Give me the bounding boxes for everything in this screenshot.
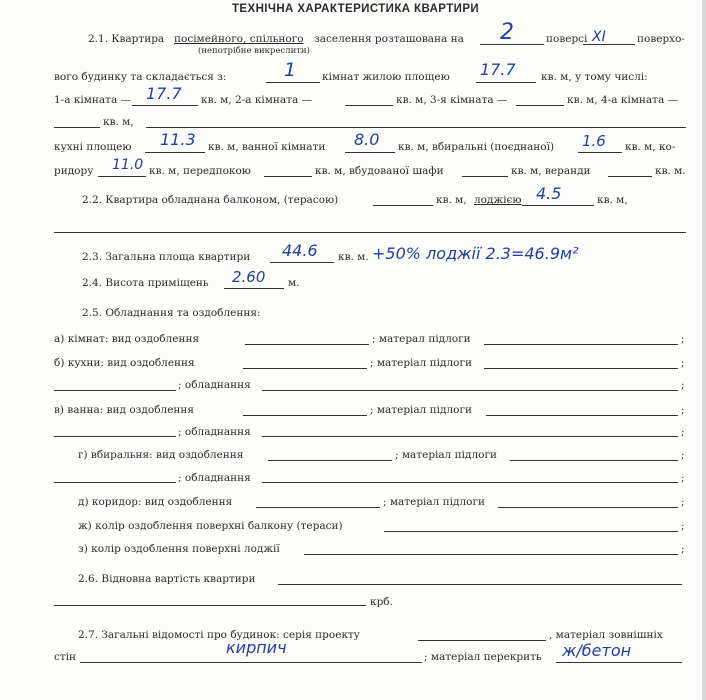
- toilet-equipment-field-b[interactable]: [262, 482, 678, 483]
- ceilings-material-field[interactable]: [556, 662, 682, 663]
- s21-text: кв. м, вбиральні (поєднаної): [398, 141, 555, 153]
- s23-label: 2.3. Загальна площа квартири: [82, 251, 251, 263]
- corridor-floor-field[interactable]: [498, 507, 678, 508]
- semicolon: ;: [681, 333, 685, 345]
- s21-text: кв. м, веранди: [511, 165, 591, 177]
- page-title: ТЕХНІЧНА ХАРАКТЕРИСТИКА КВАРТИРИ: [232, 3, 480, 15]
- toilet-value: 1.6: [582, 132, 606, 150]
- living-area-value: 17.7: [480, 60, 516, 79]
- s21-text: кв. м, 2-а кімната —: [201, 94, 313, 106]
- s22-label: 2.2. Квартира обладнана балконом, (терасою): [82, 194, 339, 206]
- bath-finish-field[interactable]: [243, 415, 367, 416]
- s21-text: поверхо-: [637, 33, 685, 45]
- s27-label: 2.7. Загальні відомості про будинок: серія проекту: [78, 629, 360, 641]
- s21-text: кв. м,: [103, 116, 134, 128]
- toilet-floor-field[interactable]: [510, 460, 678, 461]
- s21-text: вого будинку та складається з:: [54, 71, 227, 83]
- semicolon: ;: [681, 449, 685, 461]
- s25-b-floor-label: ; матеріал підлоги: [370, 357, 472, 369]
- room4-field[interactable]: [54, 127, 100, 128]
- semicolon: ;: [681, 520, 685, 532]
- semicolon: ;: [681, 426, 685, 438]
- living-area-field[interactable]: [476, 82, 536, 83]
- s21-type-options: посімейного, спільного: [174, 33, 304, 45]
- s25-g-equipment-label: ; обладнання: [178, 472, 251, 484]
- loggia-color-field[interactable]: [304, 554, 678, 555]
- s21-text: кв. м, ко-: [625, 141, 676, 153]
- s27-walls-text: стін: [54, 651, 77, 663]
- floor-label: поверсі: [546, 33, 588, 45]
- floors-total-field[interactable]: [583, 44, 635, 45]
- ceilings-material-value: ж/бетон: [562, 641, 632, 660]
- project-series-field[interactable]: [418, 640, 546, 641]
- bath-floor-field[interactable]: [486, 415, 678, 416]
- wardrobe-field[interactable]: [462, 176, 508, 177]
- s25-g-label: г) вбиральня: вид оздоблення: [78, 449, 244, 461]
- corridor-field[interactable]: [98, 176, 146, 177]
- s25-z-label: з) колір оздоблення поверхні лоджії: [78, 543, 280, 555]
- s21-text: кв. м.: [655, 165, 686, 177]
- s27-walls-label: , матеріал зовнішніх: [549, 629, 663, 641]
- s21-text: кв. м, передпокою: [149, 165, 251, 177]
- bath-equipment-field-a[interactable]: [54, 436, 176, 437]
- walls-material-field[interactable]: [80, 662, 422, 663]
- kitchen-finish-field[interactable]: [243, 368, 367, 369]
- total-area-note: +50% лоджії 2.3=46.9м²: [372, 244, 579, 263]
- s25-b-label: б) кухни: вид оздоблення: [54, 357, 195, 369]
- s22-text: кв. м,: [597, 194, 628, 206]
- s21-text: ридору: [54, 165, 94, 177]
- s27-ceilings-label: ; матеріал перекрить: [424, 651, 542, 663]
- room2-field[interactable]: [345, 105, 393, 106]
- s26-label: 2.6. Відновна вартість квартири: [78, 573, 256, 585]
- kitchen-value: 11.3: [160, 130, 196, 149]
- toilet-finish-field[interactable]: [268, 460, 392, 461]
- s21-text: кв. м, у тому числі:: [541, 71, 648, 83]
- rooms-finish-field[interactable]: [245, 344, 369, 345]
- semicolon: ;: [681, 496, 685, 508]
- room1-value: 17.7: [146, 84, 182, 103]
- rooms-count-value: 1: [284, 59, 297, 81]
- restoration-cost-field-a[interactable]: [278, 584, 682, 585]
- s26-currency: крб.: [370, 596, 393, 608]
- semicolon: ;: [681, 543, 685, 555]
- s22-text: кв. м,: [436, 194, 467, 206]
- s21-text: кв. м, 4-а кімната —: [567, 94, 679, 106]
- strike-note: (непотрібне викреслити): [198, 46, 310, 56]
- height-field[interactable]: [224, 288, 284, 289]
- balcony-field[interactable]: [373, 205, 433, 206]
- s25-g-floor-label: ; матеріал підлоги: [395, 449, 497, 461]
- s25-a-label: а) кімнат: вид оздоблення: [54, 333, 200, 345]
- toilet-equipment-field-a[interactable]: [54, 482, 176, 483]
- walls-material-value: кирпич: [226, 638, 287, 657]
- s25-d-label: д) коридор: вид оздоблення: [78, 496, 233, 508]
- room3-field[interactable]: [516, 105, 564, 106]
- s24-text: м.: [288, 277, 300, 289]
- veranda-field[interactable]: [608, 176, 652, 177]
- semicolon: ;: [681, 357, 685, 369]
- s21-text: кв. м, вбудованої шафи: [315, 165, 444, 177]
- s21-label: 2.1. Квартира: [88, 33, 165, 45]
- s21-text: кухні площею: [54, 141, 132, 153]
- extra-field[interactable]: [146, 127, 686, 128]
- s21-text: кв. м, ванної кімнати: [208, 141, 326, 153]
- page-edge-shadow: [702, 0, 706, 700]
- loggia-value: 4.5: [536, 184, 562, 203]
- semicolon: ;: [681, 379, 685, 391]
- kitchen-field[interactable]: [145, 152, 205, 153]
- floors-total-value: XI: [592, 29, 606, 45]
- kitchen-floor-field[interactable]: [484, 368, 678, 369]
- hallway-field[interactable]: [264, 176, 312, 177]
- room1-field[interactable]: [132, 105, 198, 106]
- loggia-field[interactable]: [522, 205, 594, 206]
- bathroom-value: 8.0: [354, 130, 380, 149]
- corridor-value: 11.0: [112, 157, 144, 173]
- balcony-color-field[interactable]: [384, 531, 678, 532]
- rooms-floor-field[interactable]: [484, 344, 678, 345]
- s25-heading: 2.5. Обладнання та оздоблення:: [82, 307, 261, 319]
- s24-label: 2.4. Висота приміщень: [82, 277, 209, 289]
- s25-d-floor-label: ; матеріал підлоги: [383, 496, 485, 508]
- bath-equipment-field-b[interactable]: [262, 436, 678, 437]
- s21-text: заселення розташована на: [314, 33, 464, 45]
- s25-b-equipment-label: ; обладнання: [178, 379, 251, 391]
- bathroom-field[interactable]: [345, 152, 395, 153]
- corridor-finish-field[interactable]: [256, 507, 380, 508]
- s21-text: кімнат жилою площею: [322, 71, 450, 83]
- semicolon: ;: [681, 472, 685, 484]
- floor-value: 2: [500, 20, 514, 45]
- s25-a-floor-label: ; матерал підлоги: [372, 333, 471, 345]
- s25-v-label: в) ванна: вид оздоблення: [54, 404, 195, 416]
- rooms-count-field[interactable]: [266, 82, 320, 83]
- s21-text: кв. м, 3-я кімната —: [396, 94, 508, 106]
- loggia-label: лоджією: [474, 194, 522, 206]
- s25-zh-label: ж) колір оздоблення поверхні балкону (тераси): [78, 520, 343, 532]
- s22-rule: [54, 232, 686, 233]
- total-area-field[interactable]: [270, 262, 334, 263]
- s21-text: 1-а кімната —: [54, 94, 132, 106]
- height-value: 2.60: [232, 268, 266, 286]
- total-area-value: 44.6: [282, 241, 318, 260]
- s25-v-floor-label: ; матеріал підлоги: [370, 404, 472, 416]
- restoration-cost-field-b[interactable]: [54, 605, 366, 606]
- kitchen-equipment-field-a[interactable]: [54, 390, 176, 391]
- semicolon: ;: [681, 404, 685, 416]
- kitchen-equipment-field-b[interactable]: [262, 390, 678, 391]
- s25-v-equipment-label: ; обладнання: [178, 426, 251, 438]
- s23-text: кв. м.: [338, 251, 369, 263]
- toilet-field[interactable]: [578, 152, 622, 153]
